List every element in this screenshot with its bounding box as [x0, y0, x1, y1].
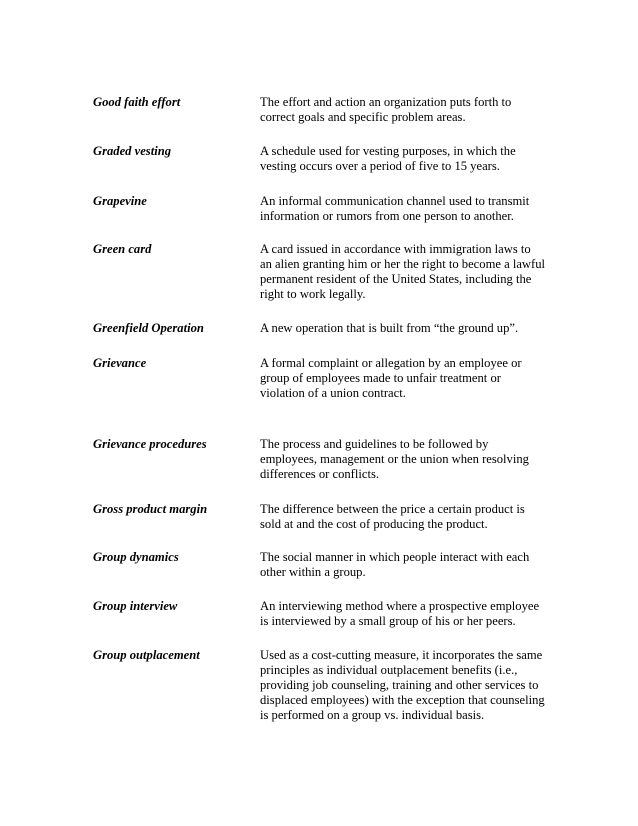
glossary-term: Group outplacement	[93, 648, 200, 662]
glossary-definition	[260, 95, 550, 125]
definition-line: A new operation that is built from “the ground up”.	[260, 321, 519, 335]
glossary-term: Group dynamics	[93, 550, 179, 564]
definition-line: right to work legally.	[260, 287, 366, 301]
definition-line: sold at and the cost of producing the product.	[260, 517, 488, 531]
definition-line: An interviewing method where a prospective employee	[260, 599, 540, 613]
glossary-definition	[260, 648, 550, 723]
glossary-term: Group interview	[93, 599, 178, 613]
definition-line: other within a group.	[260, 565, 366, 579]
definition-line: The process and guidelines to be followed by	[260, 437, 489, 451]
glossary-definition	[260, 502, 550, 532]
glossary-term: Green card	[93, 242, 152, 256]
definition-line: principles as individual outplacement benefits (i.e.,	[260, 663, 518, 677]
definition-line: Used as a cost-cutting measure, it incorporates the same	[260, 648, 543, 662]
definition-line: group of employees made to unfair treatment or	[260, 371, 501, 385]
definition-line: The social manner in which people interact with each	[260, 550, 530, 564]
glossary-definition	[260, 321, 550, 336]
definition-line: vesting occurs over a period of five to 15 years.	[260, 159, 500, 173]
definition-line: permanent resident of the United States, including the	[260, 272, 532, 286]
definition-line: A formal complaint or allegation by an employee or	[260, 356, 522, 370]
definition-line: displaced employees) with the exception that counseling	[260, 693, 545, 707]
definition-line: An informal communication channel used to transmit	[260, 194, 530, 208]
definition-line: violation of a union contract.	[260, 386, 406, 400]
definition-line: information or rumors from one person to another.	[260, 209, 514, 223]
definition-line: providing job counseling, training and other services to	[260, 678, 539, 692]
definition-line: an alien granting him or her the right to become a lawful	[260, 257, 546, 271]
glossary-term: Gross product margin	[93, 502, 208, 516]
definition-line: employees, management or the union when resolving	[260, 452, 529, 466]
glossary-term: Graded vesting	[93, 144, 172, 158]
glossary-definition	[260, 437, 550, 482]
glossary-definition	[260, 194, 550, 224]
glossary-term: Grievance procedures	[93, 437, 207, 451]
glossary-term: Greenfield Operation	[93, 321, 204, 335]
glossary-definition	[260, 242, 550, 302]
definition-line: A schedule used for vesting purposes, in which the	[260, 144, 516, 158]
definition-line: is interviewed by a small group of his or her peers.	[260, 614, 516, 628]
glossary-term: Good faith effort	[93, 95, 181, 109]
glossary-definition	[260, 356, 550, 401]
definition-line: is performed on a group vs. individual basis.	[260, 708, 485, 722]
glossary-term: Grapevine	[93, 194, 147, 208]
glossary-term: Grievance	[93, 356, 147, 370]
definition-line: The effort and action an organization puts forth to	[260, 95, 512, 109]
glossary-definition	[260, 599, 550, 629]
definition-line: differences or conflicts.	[260, 467, 380, 481]
definition-line: correct goals and specific problem areas.	[260, 110, 466, 124]
definition-line: A card issued in accordance with immigration laws to	[260, 242, 531, 256]
definition-line: The difference between the price a certain product is	[260, 502, 525, 516]
glossary-definition	[260, 144, 550, 174]
glossary-definition	[260, 550, 550, 580]
